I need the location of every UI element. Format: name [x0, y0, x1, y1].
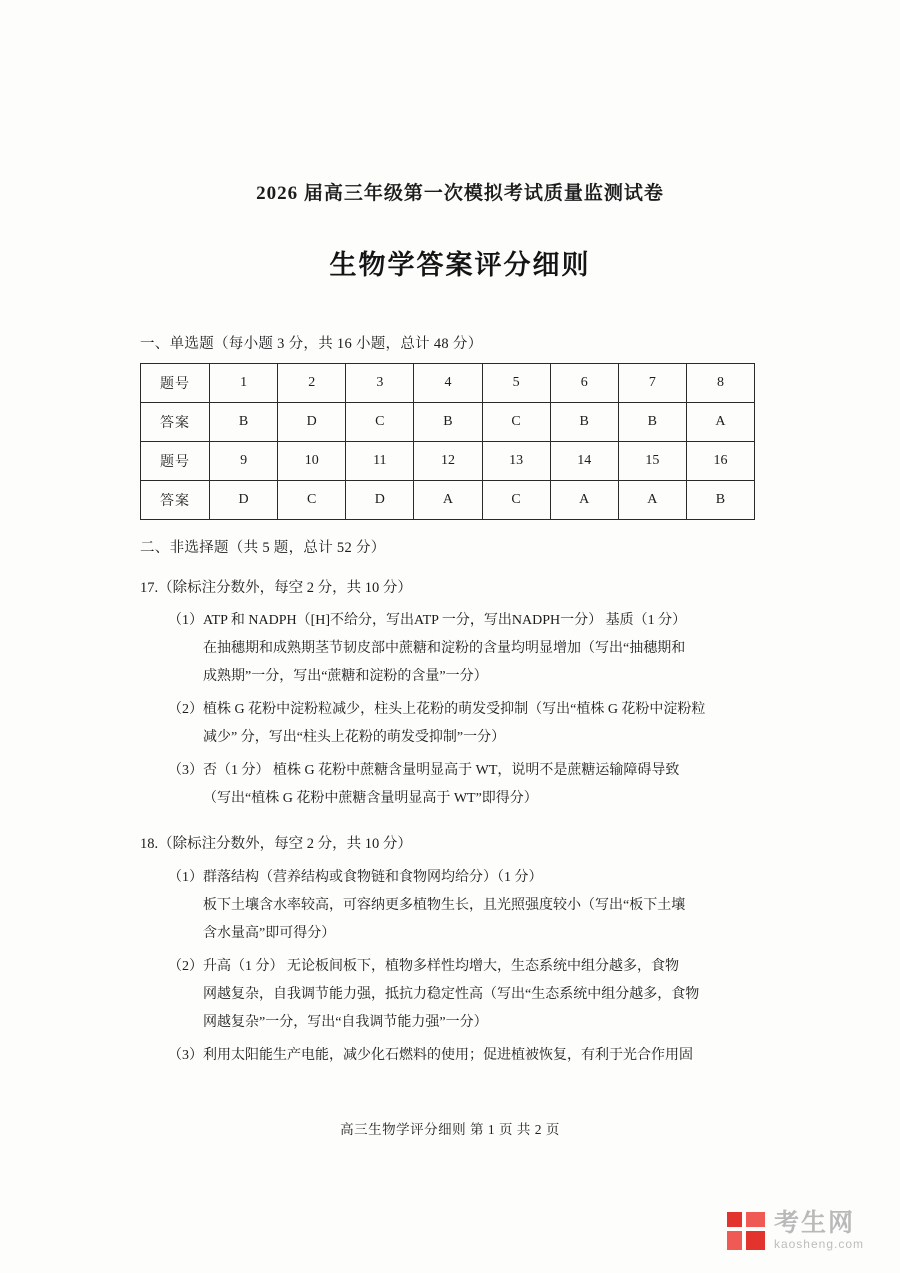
table-cell: 9 — [210, 442, 278, 481]
answer-item-number: （1） — [168, 869, 203, 885]
answer-line: 含水量高”即可得分） — [203, 925, 336, 941]
table-cell: 16 — [686, 442, 754, 481]
answer-item-text — [203, 953, 780, 1037]
table-cell: C — [278, 481, 346, 520]
table-cell: A — [618, 481, 686, 520]
answer-line: 否（1 分） 植株 G 花粉中蔗糖含量明显高于 WT，说明不是蔗糖运输障碍导致 — [203, 763, 680, 779]
table-cell: B — [414, 403, 482, 442]
answer-item — [168, 864, 780, 948]
table-cell: C — [482, 403, 550, 442]
row-label: 题号 — [141, 364, 210, 403]
question-block-17 — [140, 574, 780, 813]
answer-item — [168, 953, 780, 1037]
table-cell: 5 — [482, 364, 550, 403]
table-cell: A — [550, 481, 618, 520]
answer-item-text — [203, 607, 780, 691]
table-cell: 1 — [210, 364, 278, 403]
answer-item — [168, 757, 780, 813]
row-label: 答案 — [141, 403, 210, 442]
table-cell: 2 — [278, 364, 346, 403]
answer-item-number: （3） — [168, 1047, 203, 1063]
answer-line: 减少” 分，写出“柱头上花粉的萌发受抑制”一分） — [203, 730, 506, 746]
kaosheng-logo-icon — [727, 1212, 765, 1250]
section-heading-1: 一、单选题（每小题 3 分，共 16 小题，总计 48 分） — [140, 336, 483, 352]
table-cell: 8 — [686, 364, 754, 403]
table-cell: 3 — [346, 364, 414, 403]
table-cell: A — [414, 481, 482, 520]
document-content — [140, 0, 780, 1070]
watermark-cn: 考生网 — [773, 1209, 855, 1238]
watermark — [727, 1210, 864, 1251]
answer-line: 网越复杂，自我调节能力强，抵抗力稳定性高（写出“生态系统中组分越多，食物 — [203, 986, 700, 1002]
table-cell: B — [210, 403, 278, 442]
answer-item — [168, 607, 780, 691]
table-row — [141, 442, 755, 481]
table-row — [141, 403, 755, 442]
table-cell: A — [686, 403, 754, 442]
table-cell: 7 — [618, 364, 686, 403]
answer-line: （写出“植株 G 花粉中蔗糖含量明显高于 WT”即得分） — [203, 791, 538, 807]
page-title-line2: 生物学答案评分细则 — [329, 250, 591, 280]
table-cell: 14 — [550, 442, 618, 481]
answer-line: 群落结构（营养结构或食物链和食物网均给分）（1 分） — [203, 869, 543, 885]
answer-item-text — [203, 1042, 780, 1070]
answer-line: 利用太阳能生产电能，减少化石燃料的使用；促进植被恢复，有利于光合作用固 — [203, 1047, 693, 1063]
answer-line: 板下土壤含水率较高，可容纳更多植物生长，且光照强度较小（写出“板下土壤 — [203, 897, 686, 913]
table-cell: D — [278, 403, 346, 442]
answer-item-text — [203, 696, 780, 752]
answer-line: 植株 G 花粉中淀粉粒减少，柱头上花粉的萌发受抑制（写出“植株 G 花粉中淀粉粒 — [203, 702, 706, 718]
table-cell: 15 — [618, 442, 686, 481]
table-cell: B — [550, 403, 618, 442]
table-cell: 6 — [550, 364, 618, 403]
page-title-line1: 2026 届高三年级第一次模拟考试质量监测试卷 — [256, 183, 664, 204]
table-cell: 4 — [414, 364, 482, 403]
answer-item-number: （1） — [168, 613, 203, 629]
table-cell: 12 — [414, 442, 482, 481]
answer-key-table — [140, 363, 755, 520]
table-cell: 11 — [346, 442, 414, 481]
answer-line: 成熟期”一分，写出“蔗糖和淀粉的含量”一分） — [203, 669, 488, 685]
question-block-18 — [140, 830, 780, 1069]
answer-item-text — [203, 757, 780, 813]
watermark-en: kaosheng.com — [773, 1236, 864, 1251]
answer-item — [168, 1042, 780, 1070]
answer-line: 网越复杂”一分，写出“自我调节能力强”一分） — [203, 1014, 488, 1030]
question-title: 18.（除标注分数外，每空 2 分，共 10 分） — [140, 836, 412, 853]
section-heading-2: 二、非选择题（共 5 题，总计 52 分） — [140, 540, 386, 556]
page-footer: 高三生物学评分细则 第 1 页 共 2 页 — [340, 1122, 560, 1137]
row-label: 题号 — [141, 442, 210, 481]
watermark-text — [774, 1210, 864, 1251]
answer-line: 在抽穗期和成熟期茎节韧皮部中蔗糖和淀粉的含量均明显增加（写出“抽穗期和 — [203, 641, 686, 657]
table-cell: 13 — [482, 442, 550, 481]
table-cell: B — [618, 403, 686, 442]
answer-item-number: （3） — [168, 763, 203, 779]
table-row — [141, 364, 755, 403]
answer-item-text — [203, 864, 780, 948]
table-cell: 10 — [278, 442, 346, 481]
answer-line: ATP 和 NADPH（[H]不给分，写出ATP 一分，写出NADPH一分） 基质（1 分） — [203, 613, 687, 629]
question-title: 17.（除标注分数外，每空 2 分，共 10 分） — [140, 580, 412, 596]
answer-item-number: （2） — [168, 958, 203, 974]
answer-line: 升高（1 分） 无论板间板下，植物多样性均增大，生态系统中组分越多，食物 — [203, 958, 679, 974]
answer-item — [168, 696, 780, 752]
row-label: 答案 — [141, 481, 210, 520]
table-cell: B — [686, 481, 754, 520]
table-cell: C — [482, 481, 550, 520]
table-cell: D — [346, 481, 414, 520]
table-cell: D — [210, 481, 278, 520]
table-row — [141, 481, 755, 520]
answer-item-number: （2） — [168, 702, 203, 718]
table-cell: C — [346, 403, 414, 442]
